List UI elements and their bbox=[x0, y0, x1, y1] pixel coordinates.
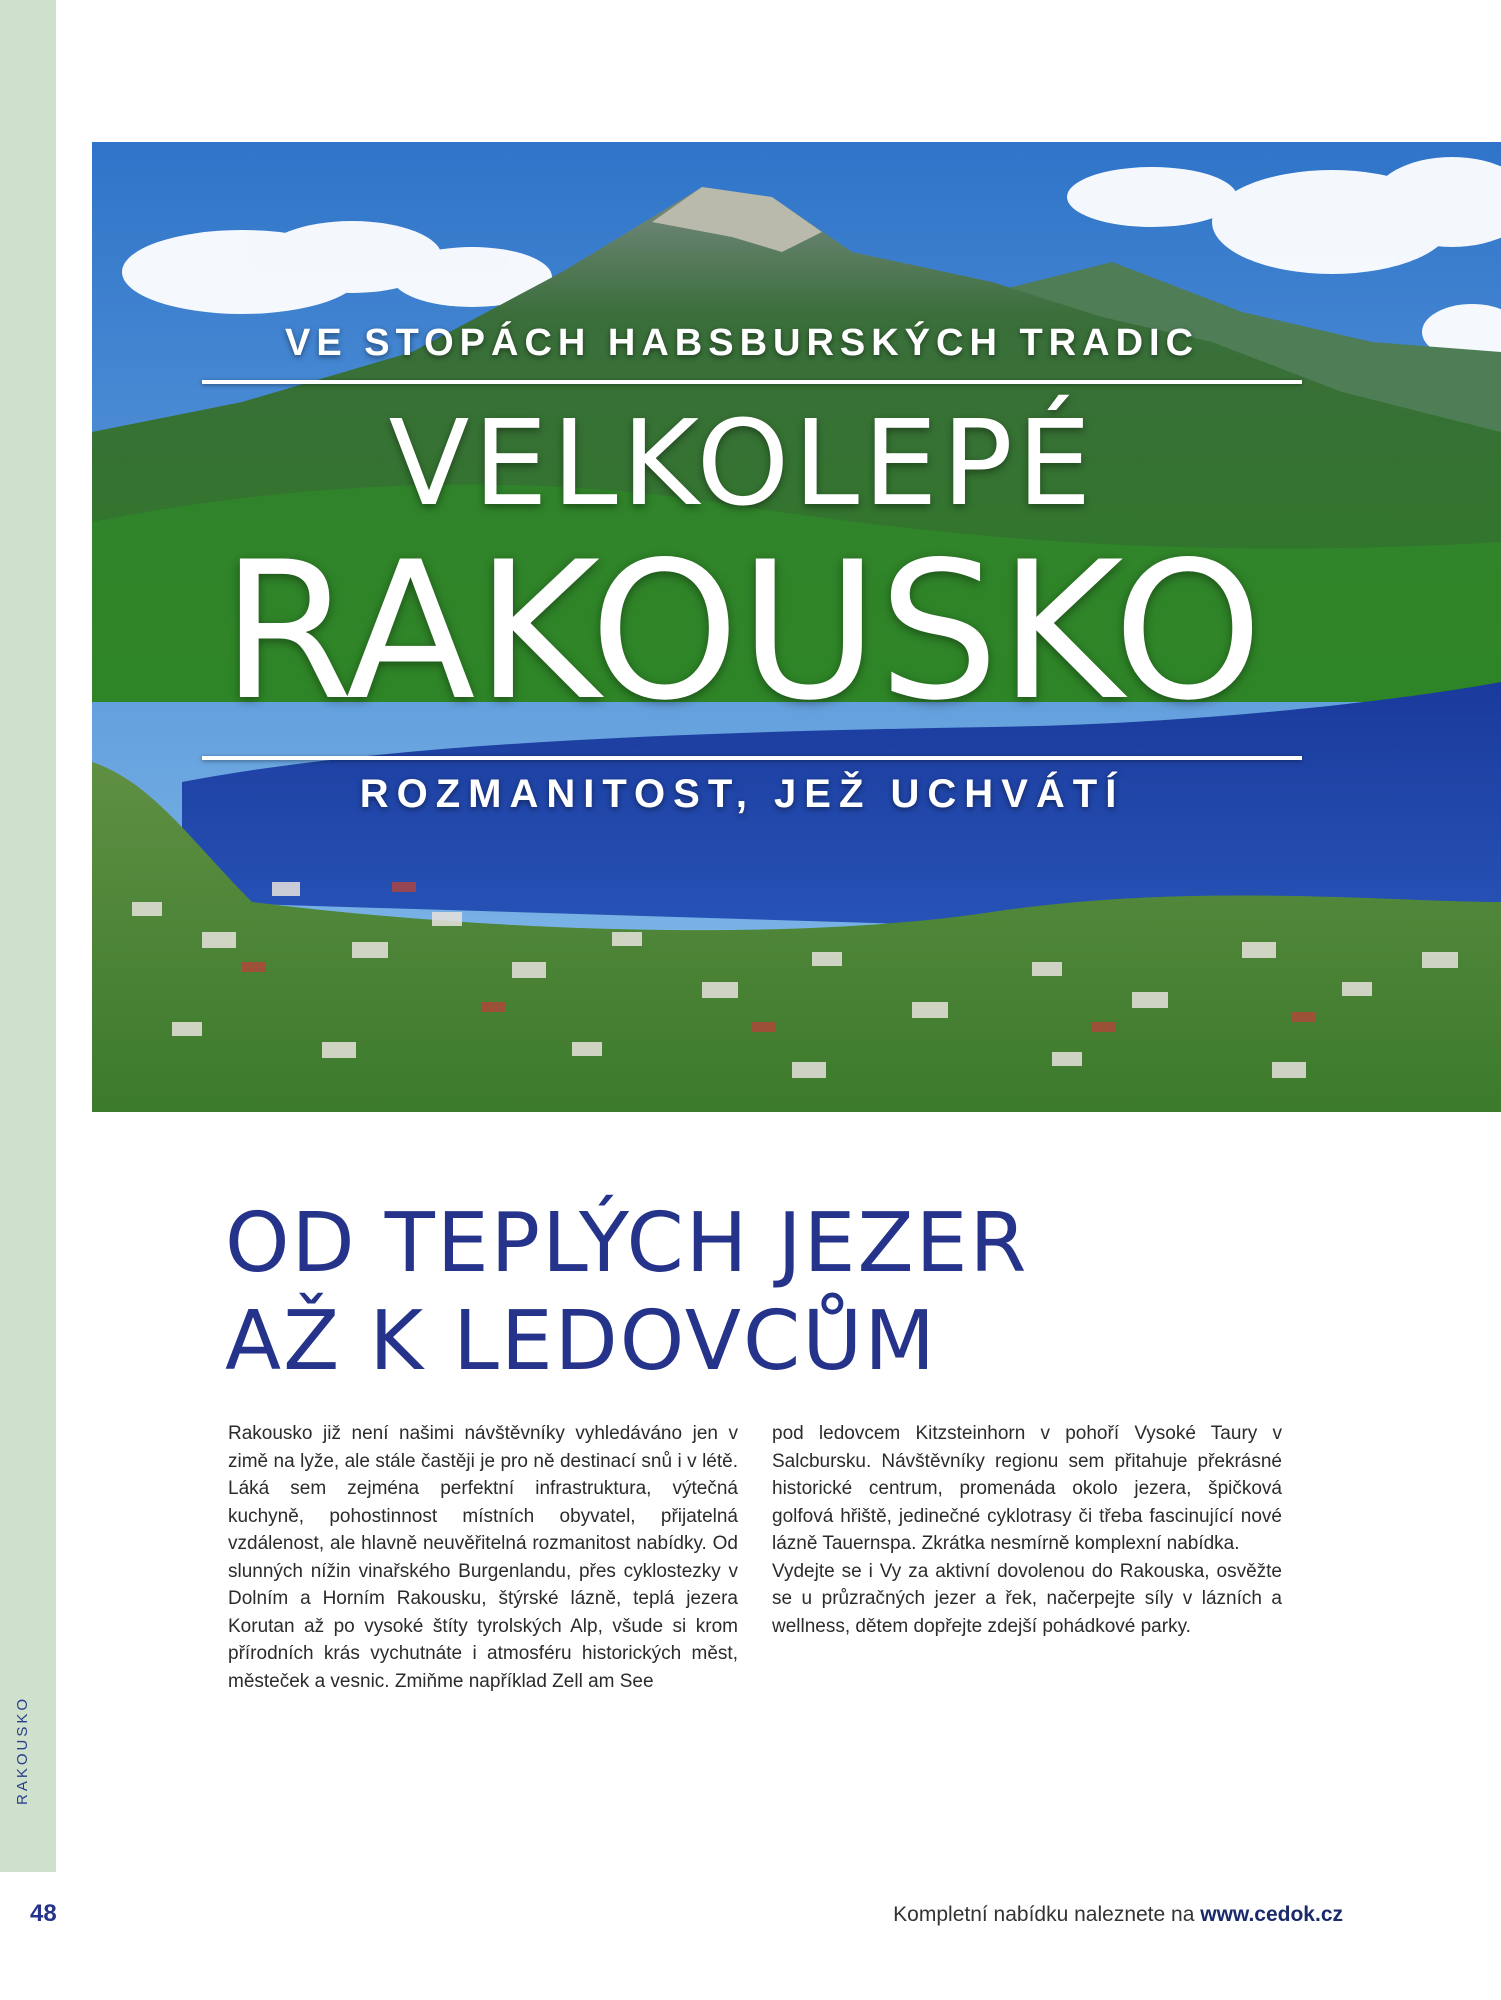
footer-note bbox=[893, 1903, 1343, 1927]
hero-rule-top bbox=[202, 380, 1302, 384]
column-right-paragraph-2: Vydejte se i Vy za aktivní dovolenou do Rakouska, osvěžte se u průzračných jezer a řek, načerpejte síly v lázních a wellness, dětem dopřejte zdejší pohádkové parky. bbox=[772, 1560, 1282, 1637]
section-label: RAKOUSKO bbox=[14, 1695, 31, 1805]
column-right-paragraph-1: pod ledovcem Kitzsteinhorn v pohoří Vysoké Taury v Salcbursku. Návštěvníky regionu sem přitahuje překrásné historické centrum, promenáda okolo jezera, špičková golfová hřiště, jedinečné cyklotrasy či třeba fascinující nové lázně Tauernspa. Zkrátka nesmírně komplexní nabídka. bbox=[772, 1423, 1282, 1554]
hero-title-line2: RAKOUSKO bbox=[221, 521, 1263, 742]
article-column-right bbox=[772, 1420, 1282, 1640]
footer-note-text: Kompletní nabídku naleznete na bbox=[893, 1903, 1195, 1926]
hero-kicker: VE STOPÁCH HABSBURSKÝCH TRADIC bbox=[284, 322, 1200, 364]
headline-line2: AŽ K LEDOVCŮM bbox=[225, 1294, 938, 1389]
footer-link[interactable]: www.cedok.cz bbox=[1200, 1903, 1343, 1926]
hero-rule-bottom bbox=[202, 756, 1302, 760]
hero-image bbox=[92, 142, 1501, 1112]
article-headline bbox=[225, 1195, 1425, 1391]
page-number: 48 bbox=[30, 1900, 57, 1927]
hero-subtitle: ROZMANITOST, JEŽ UCHVÁTÍ bbox=[359, 772, 1125, 816]
column-left-text: Rakousko již není našimi návštěvníky vyhledáváno jen v zimě na lyže, ale stále častěji je pro ně destinací snů i v létě. Láká sem zejména perfektní infrastruktura, výtečná kuchyně, pohostinnost místních obyvatel, přijatelná vzdálenost, ale hlavně neuvěřitelná rozmanitost nabídky. Od slunných nížin vinařského Burgenlandu, přes cyklostezky v Dolním a Horním Rakousku, štýrské lázně, teplá jezera Korutan až po vysoké štíty tyrolských Alp, všude si krom přírodních krás vychutnáte i atmosféru historických měst, městeček a vesnic. Zmiňme například Zell am See bbox=[228, 1423, 738, 1692]
headline-line1: OD TEPLÝCH JEZER bbox=[225, 1196, 1029, 1291]
hero-title-line1: VELKOLEPÉ bbox=[388, 394, 1096, 532]
article-column-left bbox=[228, 1420, 738, 1695]
side-strip bbox=[0, 0, 56, 1872]
